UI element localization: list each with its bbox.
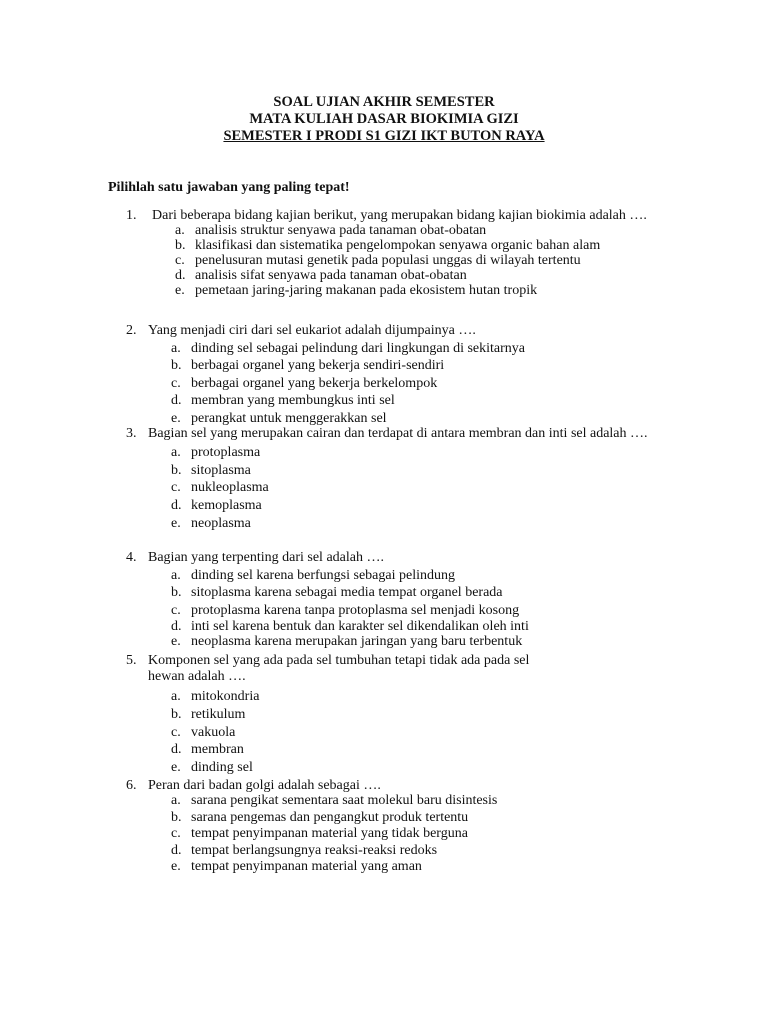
option-letter: c.	[171, 375, 181, 391]
option-text: retikulum	[191, 706, 246, 722]
option-a	[171, 444, 658, 462]
option-letter: a.	[171, 689, 181, 704]
option-text: sitoplasma	[191, 462, 251, 478]
question-3	[126, 426, 658, 533]
option-d	[175, 268, 658, 283]
option-text: penelusuran mutasi genetik pada populasi unggas di wilayah tertentu	[195, 253, 581, 268]
option-letter: b.	[171, 706, 182, 722]
question-number: 1.	[126, 208, 137, 223]
option-d	[171, 619, 658, 634]
option-letter: e.	[171, 760, 181, 776]
question-1	[126, 208, 658, 298]
option-text: sarana pengemas dan pengangkut produk tertentu	[191, 809, 469, 825]
question-4	[126, 550, 658, 649]
option-letter: a.	[171, 445, 181, 460]
question-text-line: Komponen sel yang ada pada sel tumbuhan tetapi tidak ada pada sel	[148, 653, 530, 668]
option-d	[171, 392, 658, 410]
option-text: tempat berlangsungnya reaksi-reaksi redoks	[191, 842, 438, 858]
question-number: 6.	[126, 778, 137, 793]
option-text: tempat penyimpanan material yang tidak berguna	[191, 826, 468, 841]
option-letter: e.	[171, 410, 181, 426]
header-program: SEMESTER I PRODI S1 GIZI IKT BUTON RAYA	[223, 128, 545, 144]
option-b	[171, 706, 658, 724]
option-a	[171, 567, 658, 584]
question-number: 3.	[126, 426, 137, 441]
option-text: membran yang membungkus inti sel	[191, 393, 395, 408]
option-letter: c.	[171, 724, 181, 740]
option-letter: b.	[171, 462, 182, 478]
option-text: sarana pengikat sementara saat molekul baru disintesis	[191, 793, 498, 808]
option-letter: d.	[171, 618, 182, 634]
header-course: MATA KULIAH DASAR BIOKIMIA GIZI	[249, 111, 519, 127]
option-d	[171, 497, 658, 515]
question-number: 5.	[126, 653, 137, 668]
option-list	[126, 223, 658, 298]
option-c	[171, 602, 658, 619]
option-text: analisis struktur senyawa pada tanaman obat-obatan	[195, 223, 487, 238]
question-text: Peran dari badan golgi adalah sebagai ….	[148, 778, 381, 793]
header-title: SOAL UJIAN AKHIR SEMESTER	[273, 94, 495, 110]
question-6	[126, 778, 658, 876]
option-list	[126, 444, 658, 533]
option-e	[171, 759, 658, 777]
option-text: dinding sel	[191, 760, 253, 776]
question-text: Yang menjadi ciri dari sel eukariot adalah dijumpainya ….	[148, 323, 476, 338]
option-c	[171, 724, 658, 742]
question-number: 4.	[126, 550, 137, 565]
option-letter: e.	[171, 515, 181, 531]
instruction: Pilihlah satu jawaban yang paling tepat!	[108, 180, 350, 195]
option-text: tempat penyimpanan material yang aman	[191, 859, 422, 874]
option-letter: a.	[171, 793, 181, 808]
option-text: neoplasma karena merupakan jaringan yang baru terbentuk	[191, 633, 523, 649]
option-list	[126, 340, 658, 428]
option-b	[171, 462, 658, 480]
option-text: berbagai organel yang bekerja berkelompok	[191, 375, 438, 391]
option-c	[171, 479, 658, 497]
option-a	[175, 223, 658, 238]
option-list	[126, 688, 658, 777]
option-text: inti sel karena bentuk dan karakter sel dikendalikan oleh inti	[191, 618, 529, 634]
option-text: mitokondria	[191, 689, 260, 704]
option-text: perangkat untuk menggerakkan sel	[191, 410, 387, 426]
option-text: vakuola	[191, 724, 236, 740]
option-e	[171, 859, 658, 876]
question-text: Bagian sel yang merupakan cairan dan terdapat di antara membran dan inti sel adalah ….	[148, 426, 648, 441]
option-d	[171, 741, 658, 759]
option-text: protoplasma karena tanpa protoplasma sel menjadi kosong	[191, 602, 520, 618]
option-letter: a.	[175, 223, 185, 238]
option-letter: d.	[175, 268, 186, 283]
option-letter: e.	[171, 633, 181, 649]
option-e	[175, 283, 658, 298]
option-b	[171, 810, 658, 827]
option-list	[126, 567, 658, 649]
option-text: protoplasma	[191, 445, 261, 460]
question-number: 2.	[126, 323, 137, 338]
option-a	[171, 340, 658, 358]
option-letter: c.	[171, 826, 181, 841]
option-text: sitoplasma karena sebagai media tempat organel berada	[191, 585, 503, 601]
exam-header	[0, 94, 768, 145]
option-letter: d.	[171, 842, 182, 858]
question-text: Bagian yang terpenting dari sel adalah ….	[148, 550, 384, 565]
option-text: pemetaan jaring-jaring makanan pada ekosistem hutan tropik	[195, 283, 538, 298]
option-b	[175, 238, 658, 253]
question-text	[148, 653, 658, 685]
option-text: nukleoplasma	[191, 480, 269, 496]
question-text-line: hewan adalah ….	[148, 669, 246, 684]
option-letter: d.	[171, 498, 182, 514]
question-2	[126, 322, 658, 427]
option-letter: c.	[175, 253, 185, 268]
option-e	[171, 410, 658, 428]
option-text: dinding sel karena berfungsi sebagai pelindung	[191, 568, 455, 583]
option-letter: d.	[171, 393, 182, 408]
option-letter: e.	[175, 283, 185, 298]
option-list	[126, 793, 658, 876]
option-letter: d.	[171, 742, 182, 758]
question-5	[126, 653, 658, 777]
option-a	[171, 688, 658, 706]
option-letter: b.	[171, 809, 182, 825]
option-letter: b.	[171, 358, 182, 373]
option-e	[171, 515, 658, 533]
option-text: klasifikasi dan sistematika pengelompokan senyawa organic bahan alam	[195, 238, 601, 253]
option-letter: e.	[171, 859, 181, 874]
option-text: kemoplasma	[191, 498, 262, 514]
option-text: analisis sifat senyawa pada tanaman obat-obatan	[195, 268, 467, 283]
question-text: Dari beberapa bidang kajian berikut, yang merupakan bidang kajian biokimia adalah ….	[152, 208, 647, 223]
option-text: dinding sel sebagai pelindung dari lingkungan di sekitarnya	[191, 340, 525, 356]
option-text: membran	[191, 742, 244, 758]
option-e	[171, 634, 658, 649]
option-d	[171, 843, 658, 860]
option-b	[171, 357, 658, 375]
option-letter: b.	[171, 585, 182, 601]
option-b	[171, 584, 658, 601]
option-c	[171, 375, 658, 393]
option-letter: a.	[171, 568, 181, 583]
option-c	[175, 253, 658, 268]
option-c	[171, 826, 658, 843]
option-text: neoplasma	[191, 515, 251, 531]
option-letter: c.	[171, 480, 181, 496]
option-letter: c.	[171, 602, 181, 618]
option-letter: a.	[171, 340, 181, 356]
option-letter: b.	[175, 238, 186, 253]
option-text: berbagai organel yang bekerja sendiri-sendiri	[191, 358, 445, 373]
option-a	[171, 793, 658, 810]
